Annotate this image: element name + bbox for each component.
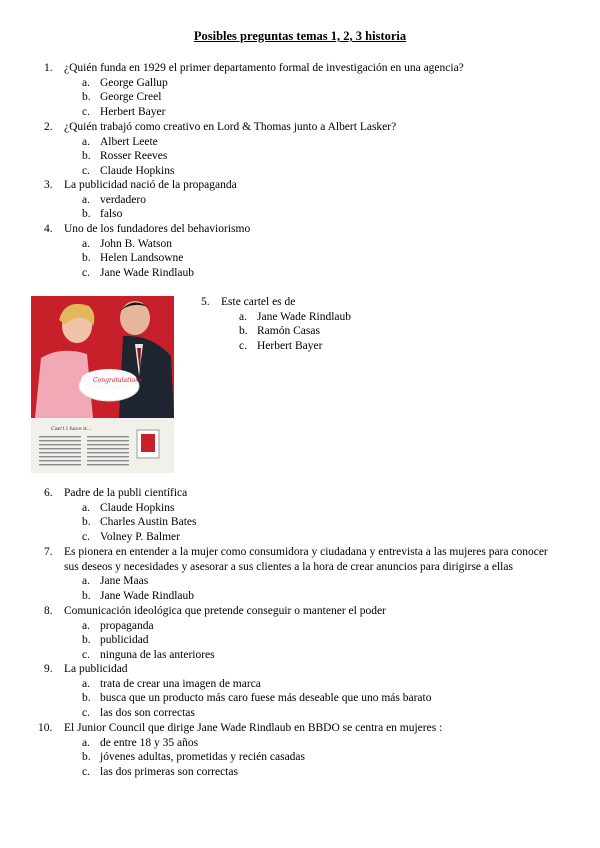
question-number: 7. <box>44 546 53 558</box>
option-b: b. jóvenes adultas, prometidas y recién casadas <box>82 751 306 764</box>
ad-headline: Can't I have it... <box>51 426 92 432</box>
option-b: b. Charles Austin Bates <box>82 516 197 529</box>
question-5 <box>201 295 561 354</box>
option-a: a. propaganda <box>82 619 154 632</box>
option-c: c. las dos son correctas <box>82 707 195 720</box>
option-a: a. trata de crear una imagen de marca <box>82 677 261 690</box>
question-9 <box>44 662 564 721</box>
question-number: 1. <box>44 62 53 74</box>
question-number: 4. <box>44 223 53 235</box>
question-text: Es pionera en entender a la mujer como consumidora y ciudadana y entrevista a las mujeres para conocer sus deseos y necesidades y asesorar a sus clientes a la hora de crear anuncios para dirigirse a ellas <box>64 546 548 573</box>
option-c: c. Volney P. Balmer <box>82 531 180 544</box>
option-b: b. George Creel <box>82 91 162 104</box>
option-b: b. Ramón Casas <box>239 325 320 338</box>
question-text: Padre de la publi científica <box>64 487 188 499</box>
question-number: 9. <box>44 663 53 675</box>
option-c: c. las dos primeras son correctas <box>82 766 238 779</box>
question-number: 2. <box>44 121 53 133</box>
option-b: b. busca que un producto más caro fuese más deseable que uno más barato <box>82 692 432 705</box>
option-a: a. George Gallup <box>82 76 168 89</box>
option-a: a. verdadero <box>82 193 146 206</box>
question-1 <box>44 61 564 120</box>
option-a: a. John B. Watson <box>82 237 173 250</box>
document-title: Posibles preguntas temas 1, 2, 3 historia <box>193 29 407 43</box>
question-7 <box>44 545 564 604</box>
question-number: 8. <box>44 605 53 617</box>
question-number: 10. <box>38 722 53 734</box>
question-number: 5. <box>201 296 210 308</box>
question-4 <box>44 222 564 281</box>
question-text: Este cartel es de <box>221 296 296 308</box>
option-c: c. Herbert Bayer <box>239 340 323 353</box>
option-a: a. Albert Leete <box>82 135 158 148</box>
option-c: c. ninguna de las anteriores <box>82 649 215 662</box>
question-number: 3. <box>44 179 53 191</box>
option-a: a. Jane Wade Rindlaub <box>239 310 352 323</box>
option-b: b. Helen Landsowne <box>82 252 184 265</box>
question-3 <box>44 178 564 222</box>
question-text: Uno de los fundadores del behaviorismo <box>64 223 251 235</box>
option-c: c. Herbert Bayer <box>82 106 166 119</box>
vintage-ad-poster <box>31 296 174 473</box>
option-a: a. Jane Maas <box>82 575 149 588</box>
option-b: b. Jane Wade Rindlaub <box>82 590 195 603</box>
question-text: La publicidad nació de la propaganda <box>64 179 237 191</box>
option-c: c. Claude Hopkins <box>82 165 175 178</box>
question-6 <box>44 486 564 545</box>
option-a: a. Claude Hopkins <box>82 501 175 514</box>
cake-text: Congratulations <box>93 377 143 384</box>
option-c: c. Jane Wade Rindlaub <box>82 267 195 280</box>
option-b: b. Rosser Reeves <box>82 150 168 163</box>
option-b: b. publicidad <box>82 634 149 647</box>
option-a: a. de entre 18 y 35 años <box>82 736 199 749</box>
question-number: 6. <box>44 487 53 499</box>
question-10 <box>38 721 564 780</box>
question-text: ¿Quién funda en 1929 el primer departamento formal de investigación en una agencia? <box>64 62 464 74</box>
question-text: La publicidad <box>64 663 128 675</box>
option-b: b. falso <box>82 208 123 221</box>
question-2 <box>44 120 564 179</box>
question-text: ¿Quién trabajó como creativo en Lord & Thomas junto a Albert Lasker? <box>64 121 397 133</box>
question-text: El Junior Council que dirige Jane Wade Rindlaub en BBDO se centra en mujeres : <box>64 722 443 734</box>
question-text: Comunicación ideológica que pretende conseguir o mantener el poder <box>64 605 386 617</box>
question-8 <box>44 604 564 663</box>
